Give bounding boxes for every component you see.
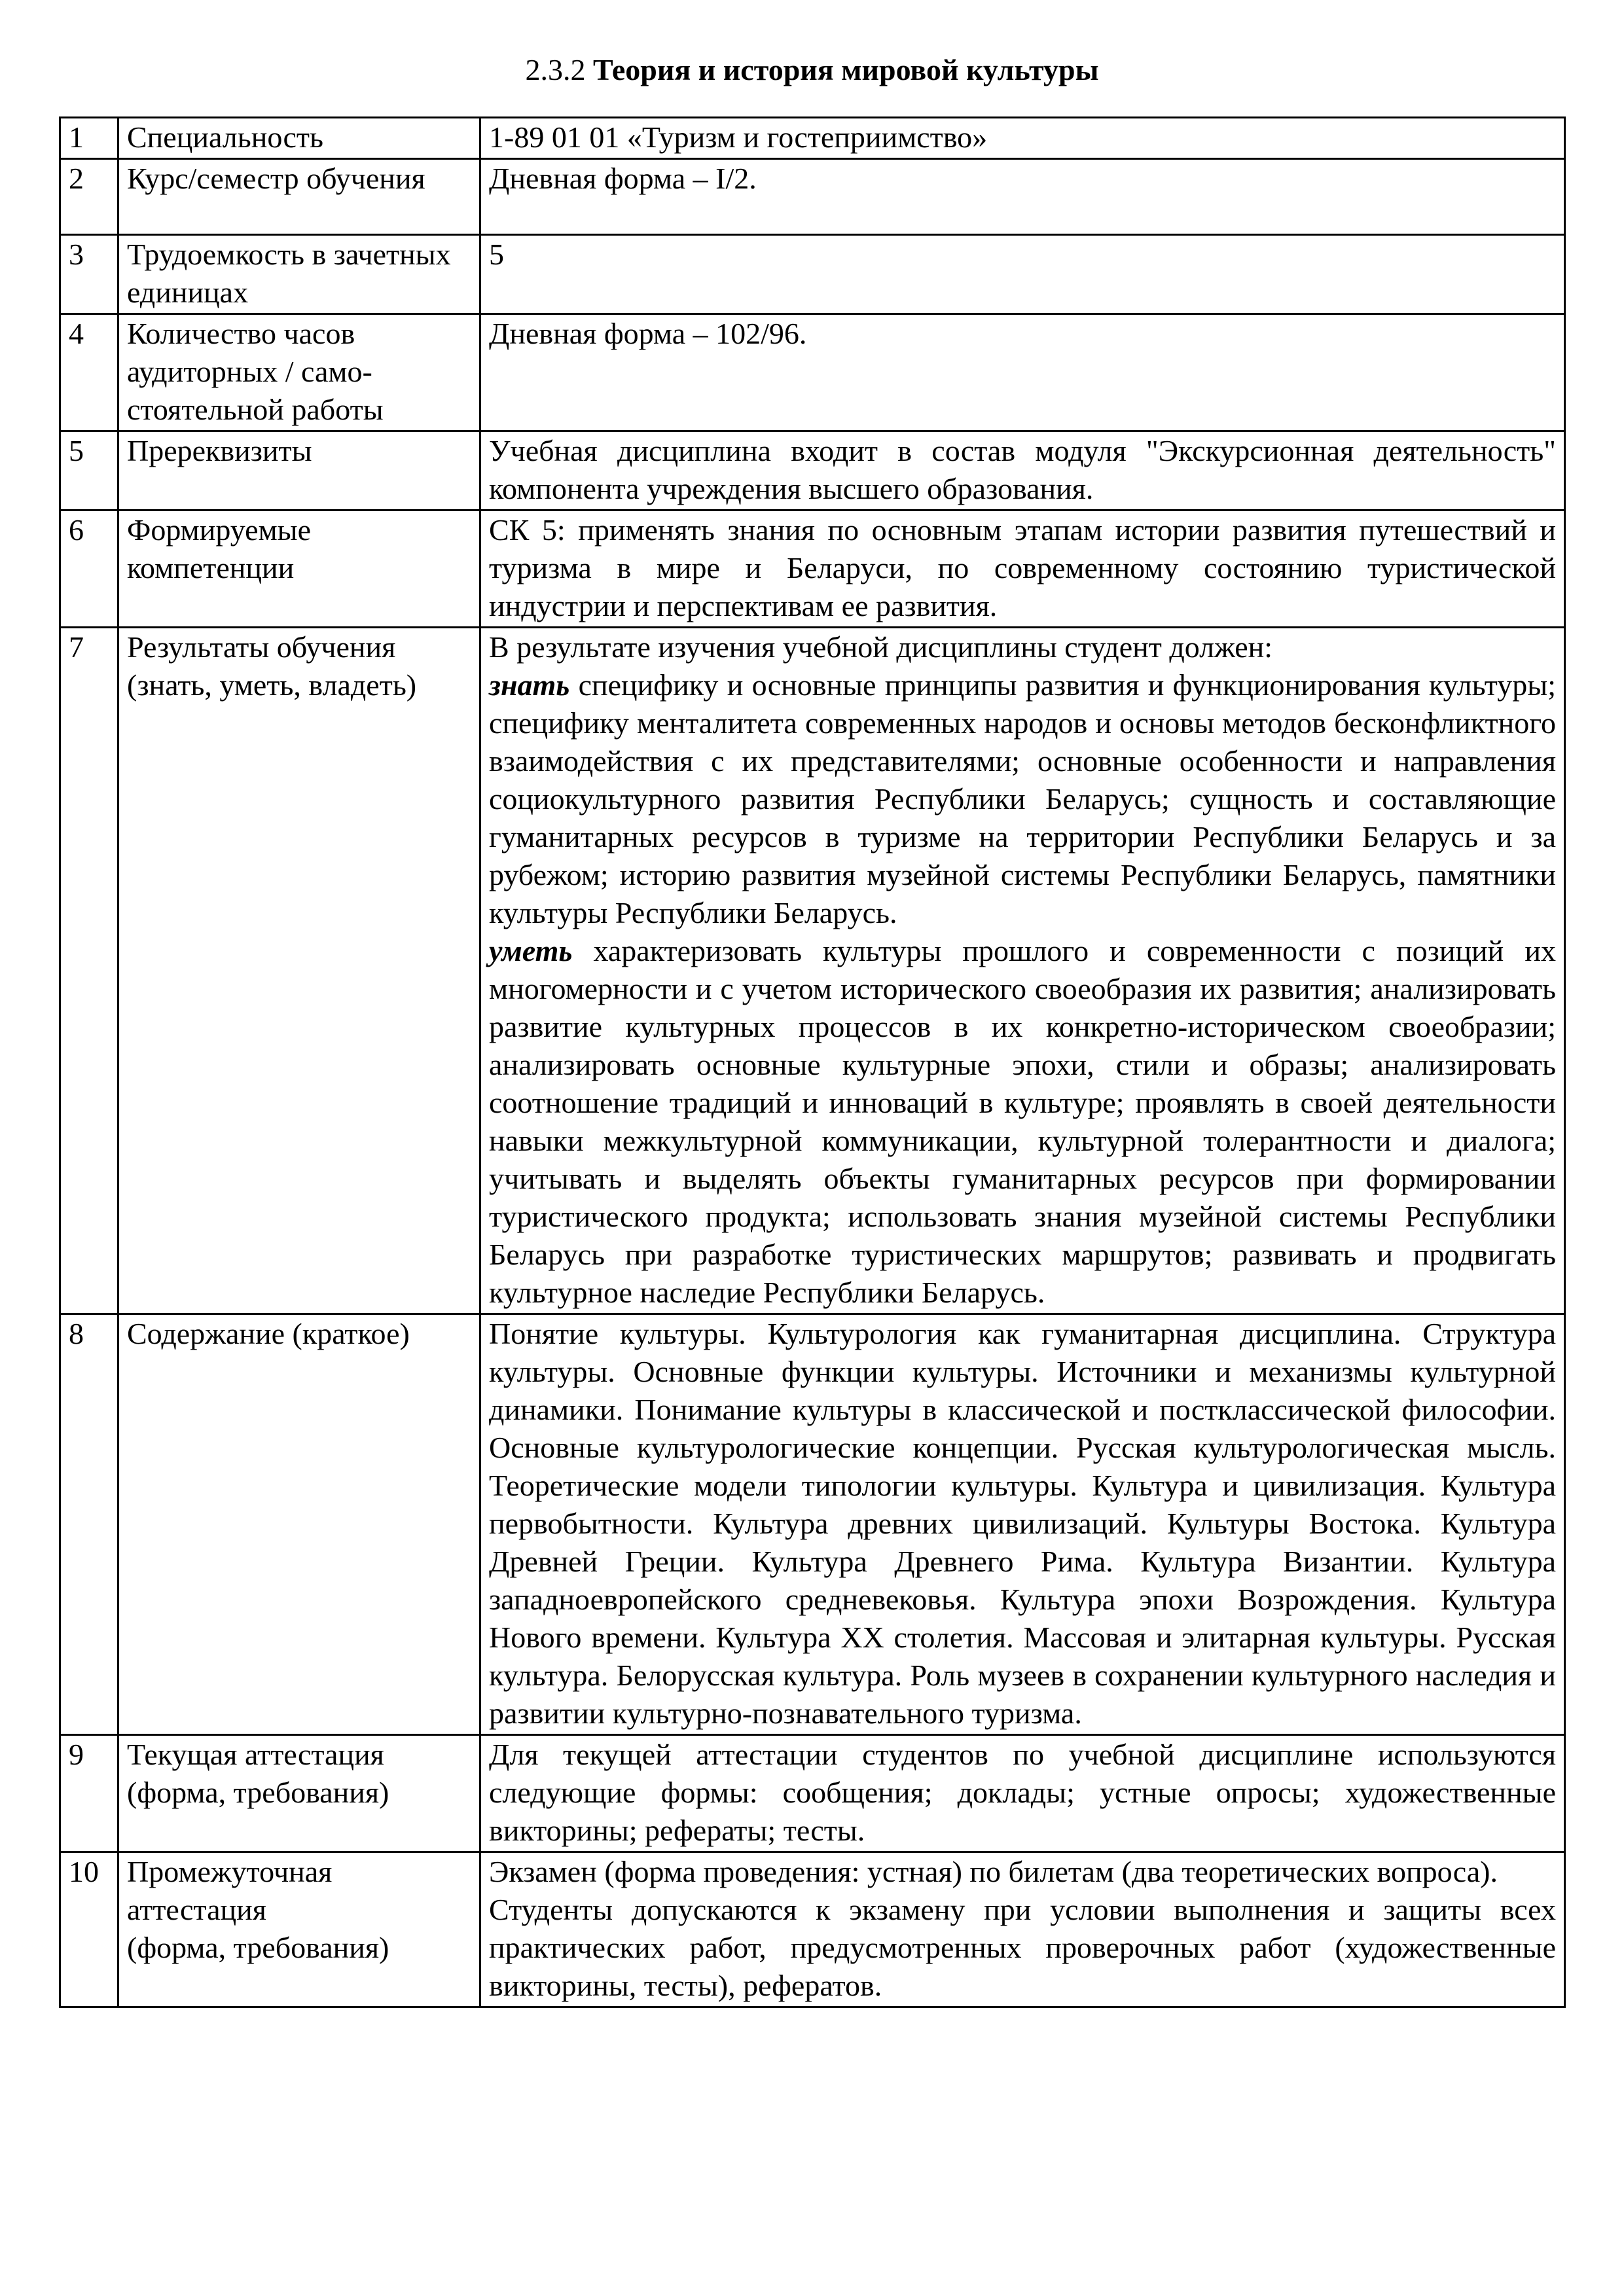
table-row [60, 628, 1565, 1314]
row-value: Понятие культуры. Культурология как гуманитарная дисциплина. Структура культуры. Основные функции культуры. Источники и механизмы культурной динамики. Понимание культуры в классической и постклассической философии. Основные культурологические концепции. Русская культурологическая мысль. Теоретические модели типологии культуры. Культура и цивилизация. Культура первобытности. Культура древних цивилизаций. Культуры Востока. Культура Древней Греции. Культура Древнего Рима. Культура Византии. Культура западноевропейского средневековья. Культура эпохи Возрождения. Культура Нового времени. Культура XX столетия. Массовая и элитарная культуры. Русская культура. Белорусская культура. Роль музеев в сохранении культурного наследия и развитии культурно-познавательного туризма. [480, 1314, 1565, 1735]
page-title [0, 51, 1624, 89]
row-label: Содержание (краткое) [118, 1314, 480, 1735]
row-number: 2 [60, 159, 118, 235]
row-value: Для текущей аттестации студентов по учебной дисциплине используются следующие формы: сообщения; доклады; устные опросы; художественные викторины; рефераты; тесты. [480, 1735, 1565, 1852]
row-label-line: (форма, требования) [127, 1931, 389, 1964]
row-number: 5 [60, 431, 118, 511]
row-number: 3 [60, 235, 118, 314]
row-label [118, 1852, 480, 2007]
discipline-card-table [59, 117, 1566, 2008]
row-number: 4 [60, 314, 118, 431]
know-keyword: знать [489, 668, 570, 702]
row-label: Трудоемкость в зачетных единицах [118, 235, 480, 314]
section-number: 2.3.2 [525, 53, 586, 86]
row-label-line: Промежуточная аттестация [127, 1855, 333, 1926]
row-label: Специальность [118, 118, 480, 159]
row-label: Пререквизиты [118, 431, 480, 511]
row-number: 1 [60, 118, 118, 159]
row-label: Результаты обучения (знать, уметь, владеть) [118, 628, 480, 1314]
know-text: специфику и основные принципы развития и функционирования культуры; специфику менталитета современных народов и основы методов бесконфликтного взаимодействия с их представителями; основные особенности и направления социокультурного развития Республики Беларусь; сущность и составляющие гуманитарных ресурсов в туризме на территории Республики Беларусь и за рубежом; историю развития музейной системы Республики Беларусь, памятники культуры Республики Беларусь. [489, 668, 1556, 929]
table-row [60, 431, 1565, 511]
table-row [60, 511, 1565, 628]
row-number: 7 [60, 628, 118, 1314]
table-row [60, 118, 1565, 159]
row-number: 9 [60, 1735, 118, 1852]
row-number: 10 [60, 1852, 118, 2007]
row-label: Текущая аттестация (форма, требования) [118, 1735, 480, 1852]
table-row [60, 314, 1565, 431]
table-row [60, 1852, 1565, 2007]
row-value: Дневная форма – I/2. [480, 159, 1565, 235]
row-label: Курс/семестр обучения [118, 159, 480, 235]
admission-paragraph: Студенты допускаются к экзамену при условии выполнения и защиты всех практических работ, предусмотренных проверочных работ (художественные викторины, тесты), рефератов. [489, 1893, 1556, 2002]
row-value: 1-89 01 01 «Туризм и гостеприимство» [480, 118, 1565, 159]
row-value: Дневная форма – 102/96. [480, 314, 1565, 431]
table-row [60, 1314, 1565, 1735]
section-title: Теория и история мировой культуры [592, 53, 1099, 86]
row-value [480, 1852, 1565, 2007]
exam-paragraph: Экзамен (форма проведения: устная) по билетам (два теоретических вопроса). [489, 1855, 1498, 1888]
row-value: Учебная дисциплина входит в состав модуля "Экскурсионная деятельность" компонента учреждения высшего образования. [480, 431, 1565, 511]
table-row [60, 1735, 1565, 1852]
can-text: характеризовать культуры прошлого и современности с позиций их многомерности и с учетом исторического своеобразия их развития; анализировать развитие культурных процессов в их конкретно-историческом своеобразии; анализировать основные культурные эпохи, стили и образы; анализировать соотношение традиций и инноваций в культуре; проявлять в своей деятельности навыки межкультурной коммуникации, культурной толерантности и диалога; учитывать и выделять объекты гуманитарных ресурсов при формировании туристического продукта; использовать знания музейной системы Республики Беларусь при разработке туристических маршрутов; развивать и продвигать культурное наследие Республики Беларусь. [489, 934, 1556, 1309]
can-keyword: уметь [489, 934, 573, 967]
table-row [60, 159, 1565, 235]
row-value [480, 628, 1565, 1314]
row-number: 6 [60, 511, 118, 628]
row-number: 8 [60, 1314, 118, 1735]
can-paragraph [489, 932, 1556, 1312]
know-paragraph [489, 666, 1556, 932]
row-label: Формируемые компетенции [118, 511, 480, 628]
row-value: 5 [480, 235, 1565, 314]
learning-outcomes-intro: В результате изучения учебной дисциплины студент должен: [489, 630, 1273, 664]
row-label: Количество часов аудиторных / само-стоятельной работы [118, 314, 480, 431]
row-value: СК 5: применять знания по основным этапам истории развития путешествий и туризма в мире и Беларуси, по современному состоянию туристической индустрии и перспективам ее развития. [480, 511, 1565, 628]
table-row [60, 235, 1565, 314]
